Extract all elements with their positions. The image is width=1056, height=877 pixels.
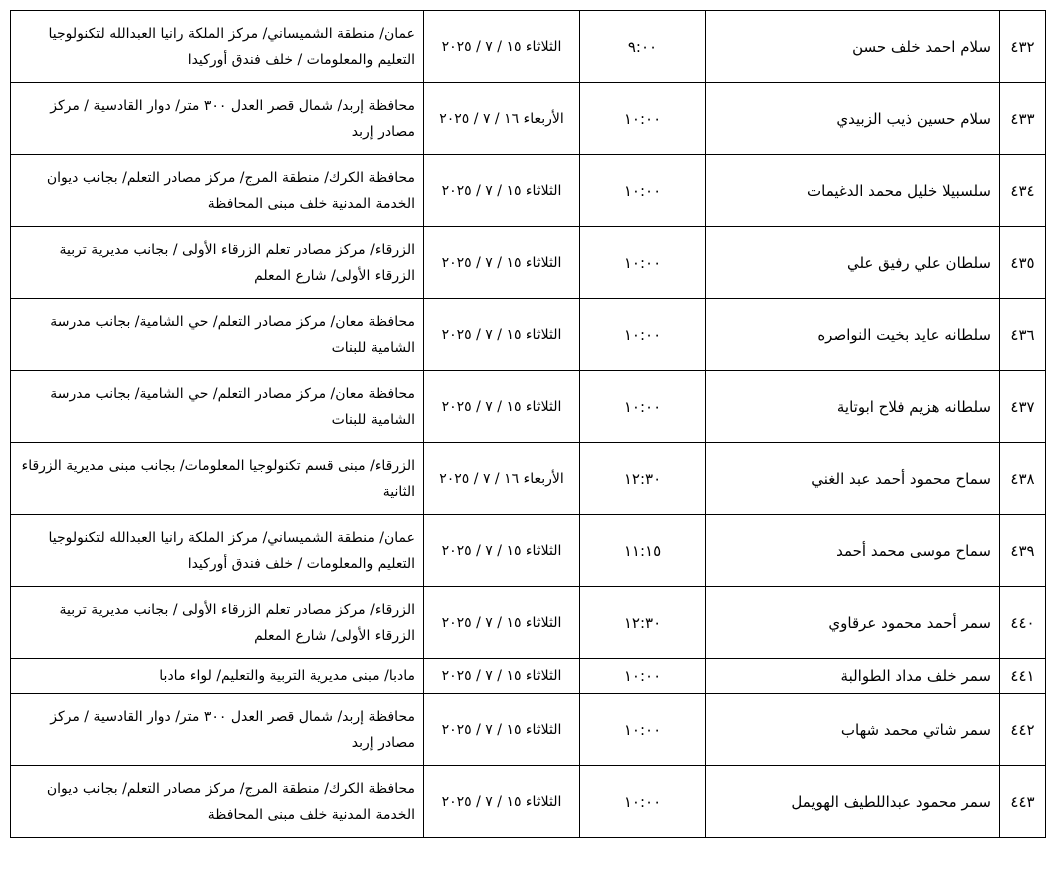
exam-location: محافظة الكرك/ منطقة المرج/ مركز مصادر التعلم/ بجانب ديوان الخدمة المدنية خلف مبنى المحافظة <box>11 766 424 838</box>
exam-location: عمان/ منطقة الشميساني/ مركز الملكة رانيا العبدالله لتكنولوجيا التعليم والمعلومات / خلف فندق أوركيدا <box>11 11 424 83</box>
exam-location: محافظة معان/ مركز مصادر التعلم/ حي الشامية/ بجانب مدرسة الشامية للبنات <box>11 371 424 443</box>
table-row <box>11 443 1046 515</box>
exam-date: الثلاثاء ١٥ / ٧ / ٢٠٢٥ <box>424 371 580 443</box>
table-row <box>11 155 1046 227</box>
candidate-name: سمر محمود عبداللطيف الهويمل <box>706 766 1000 838</box>
row-number: ٤٤٠ <box>1000 587 1046 659</box>
exam-time: ١٠:٠٠ <box>580 371 706 443</box>
exam-time: ١٢:٣٠ <box>580 443 706 515</box>
exam-time: ١٠:٠٠ <box>580 227 706 299</box>
exam-location: مادبا/ مبنى مديرية التربية والتعليم/ لواء مادبا <box>11 659 424 694</box>
exam-time: ١٠:٠٠ <box>580 83 706 155</box>
row-number: ٤٣٧ <box>1000 371 1046 443</box>
exam-location: محافظة إربد/ شمال قصر العدل ٣٠٠ متر/ دوار القادسية / مركز مصادر إربد <box>11 694 424 766</box>
row-number: ٤٣٨ <box>1000 443 1046 515</box>
candidate-name: سماح موسى محمد أحمد <box>706 515 1000 587</box>
candidate-name: سلطانه عايد بخيت النواصره <box>706 299 1000 371</box>
exam-location: الزرقاء/ مركز مصادر تعلم الزرقاء الأولى / بجانب مديرية تربية الزرقاء الأولى/ شارع المعلم <box>11 227 424 299</box>
candidate-name: سلسبيلا خليل محمد الدغيمات <box>706 155 1000 227</box>
exam-date: الأربعاء ١٦ / ٧ / ٢٠٢٥ <box>424 83 580 155</box>
exam-date: الثلاثاء ١٥ / ٧ / ٢٠٢٥ <box>424 155 580 227</box>
exam-date: الثلاثاء ١٥ / ٧ / ٢٠٢٥ <box>424 766 580 838</box>
row-number: ٤٣٦ <box>1000 299 1046 371</box>
exam-location: الزرقاء/ مركز مصادر تعلم الزرقاء الأولى / بجانب مديرية تربية الزرقاء الأولى/ شارع المعلم <box>11 587 424 659</box>
row-number: ٤٣٩ <box>1000 515 1046 587</box>
row-number: ٤٤٢ <box>1000 694 1046 766</box>
candidate-name: سلطان علي رفيق علي <box>706 227 1000 299</box>
candidate-name: سلام حسين ذيب الزبيدي <box>706 83 1000 155</box>
schedule-table <box>10 10 1046 838</box>
exam-date: الثلاثاء ١٥ / ٧ / ٢٠٢٥ <box>424 227 580 299</box>
row-number: ٤٣٣ <box>1000 83 1046 155</box>
candidate-name: سمر خلف مداد الطوالبة <box>706 659 1000 694</box>
exam-location: عمان/ منطقة الشميساني/ مركز الملكة رانيا العبدالله لتكنولوجيا التعليم والمعلومات / خلف فندق أوركيدا <box>11 515 424 587</box>
row-number: ٤٤٣ <box>1000 766 1046 838</box>
table-row <box>11 227 1046 299</box>
table-row <box>11 766 1046 838</box>
row-number: ٤٣٤ <box>1000 155 1046 227</box>
exam-location: الزرقاء/ مبنى قسم تكنولوجيا المعلومات/ بجانب مبنى مديرية الزرقاء الثانية <box>11 443 424 515</box>
exam-time: ١٠:٠٠ <box>580 299 706 371</box>
candidate-name: سلطانه هزيم فلاح ابوتاية <box>706 371 1000 443</box>
exam-date: الثلاثاء ١٥ / ٧ / ٢٠٢٥ <box>424 694 580 766</box>
table-row <box>11 587 1046 659</box>
exam-time: ١٢:٣٠ <box>580 587 706 659</box>
exam-time: ١٠:٠٠ <box>580 694 706 766</box>
candidate-name: سمر أحمد محمود عرقاوي <box>706 587 1000 659</box>
exam-location: محافظة الكرك/ منطقة المرج/ مركز مصادر التعلم/ بجانب ديوان الخدمة المدنية خلف مبنى المحافظة <box>11 155 424 227</box>
exam-time: ٩:٠٠ <box>580 11 706 83</box>
exam-date: الثلاثاء ١٥ / ٧ / ٢٠٢٥ <box>424 515 580 587</box>
candidate-name: سماح محمود أحمد عبد الغني <box>706 443 1000 515</box>
exam-time: ١٠:٠٠ <box>580 766 706 838</box>
exam-date: الثلاثاء ١٥ / ٧ / ٢٠٢٥ <box>424 299 580 371</box>
row-number: ٤٤١ <box>1000 659 1046 694</box>
exam-date: الثلاثاء ١٥ / ٧ / ٢٠٢٥ <box>424 11 580 83</box>
row-number: ٤٣٥ <box>1000 227 1046 299</box>
row-number: ٤٣٢ <box>1000 11 1046 83</box>
exam-time: ١٠:٠٠ <box>580 659 706 694</box>
exam-date: الثلاثاء ١٥ / ٧ / ٢٠٢٥ <box>424 587 580 659</box>
table-row <box>11 371 1046 443</box>
table-row <box>11 11 1046 83</box>
candidate-name: سلام احمد خلف حسن <box>706 11 1000 83</box>
exam-location: محافظة إربد/ شمال قصر العدل ٣٠٠ متر/ دوار القادسية / مركز مصادر إربد <box>11 83 424 155</box>
table-row <box>11 694 1046 766</box>
exam-date: الأربعاء ١٦ / ٧ / ٢٠٢٥ <box>424 443 580 515</box>
table-row <box>11 83 1046 155</box>
exam-date: الثلاثاء ١٥ / ٧ / ٢٠٢٥ <box>424 659 580 694</box>
exam-time: ١٠:٠٠ <box>580 155 706 227</box>
candidate-name: سمر شاتي محمد شهاب <box>706 694 1000 766</box>
table-row <box>11 515 1046 587</box>
table-row <box>11 659 1046 694</box>
table-row <box>11 299 1046 371</box>
exam-time: ١١:١٥ <box>580 515 706 587</box>
exam-location: محافظة معان/ مركز مصادر التعلم/ حي الشامية/ بجانب مدرسة الشامية للبنات <box>11 299 424 371</box>
